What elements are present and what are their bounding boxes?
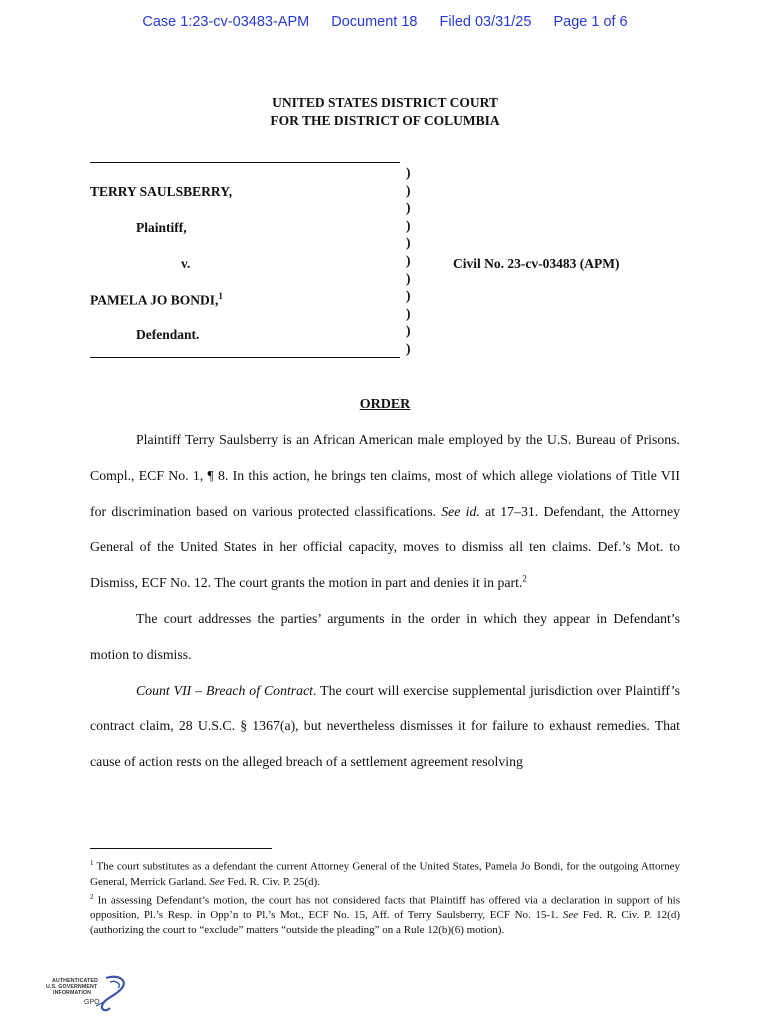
caption-parentheses: ) ) ) ) ) ) ) ) ) ) ): [406, 165, 411, 356]
plaintiff-role: Plaintiff,: [136, 220, 187, 235]
document-number: Document 18: [331, 14, 418, 30]
caption-top-rule: [90, 162, 400, 163]
gpo-label: GPO: [84, 999, 100, 1006]
footnote-1-signal: See: [209, 875, 225, 888]
court-name: UNITED STATES DISTRICT COURT: [272, 95, 498, 110]
filed-date: Filed 03/31/25: [439, 14, 532, 30]
count-heading: Count VII – Breach of Contract: [136, 682, 314, 698]
defendant-name: PAMELA JO BONDI,: [90, 292, 219, 308]
ecf-header: [0, 14, 770, 30]
footnote-2-number: 2: [90, 892, 94, 901]
footnote-1-text: The court substitutes as a defendant the current Attorney General of the United States, Pamela Jo Bondi, for the outgoing Attorney General, Merrick Garland.: [90, 860, 680, 888]
gpo-authentication-seal: [44, 972, 130, 1016]
paragraph-2: The court addresses the parties’ arguments in the order in which they appear in Defendant’s motion to dismiss.: [90, 610, 680, 662]
footnote-1: [90, 856, 680, 890]
defendant-role: Defendant.: [136, 327, 200, 342]
footnote-ref-2: 2: [522, 573, 527, 584]
footnote-2-signal: See: [562, 909, 579, 922]
order-body: [90, 422, 680, 780]
footnote-2: [90, 890, 680, 939]
civil-number: Civil No. 23-cv-03483 (APM): [453, 256, 620, 271]
paragraph-3: [90, 673, 680, 780]
seal-line-1: AUTHENTICATED: [52, 978, 98, 984]
footnote-ref-1: 1: [218, 291, 223, 301]
paragraph-1-text: Plaintiff Terry Saulsberry is an African American male employed by the U.S. Bureau of Prisons. Compl., ECF No. 1, ¶ 8. In this action, he brings ten claims, most of which allege violations of Title VII for discrimination based on various protected classifications.: [90, 432, 680, 519]
paragraph-1-text-2: at 17–31. Defendant, the Attorney General of the United States in her official capacity, moves to dismiss all ten claims. Def.’s Mot. to Dismiss, ECF No. 12. The court grants the motion in part and denies it in part.: [90, 503, 680, 591]
seal-line-2: U.S. GOVERNMENT: [46, 984, 98, 990]
footnote-2-text: In assessing Defendant’s motion, the court has not considered facts that Plaintiff has offered via a declaration in support of his opposition, Pl.’s Resp. in Opp’n to Pl.’s Mot., ECF No. 15, Aff. of Terry Saulsberry, ECF No. 15-1.: [90, 894, 680, 922]
defendant-caption: [90, 291, 223, 309]
caption-bottom-rule: [90, 357, 400, 358]
eagle-swoosh-icon: [44, 972, 130, 1016]
paragraph-3-text: . The court will exercise supplemental jurisdiction over Plaintiff’s contract claim, 28 U.S.C. § 1367(a), but nevertheless dismisses it for failure to exhaust remedies. That cause of action rests on the alleged breach of a settlement agreement resolving: [90, 682, 680, 770]
see-id-cite: See id.: [441, 503, 480, 519]
seal-line-3: INFORMATION: [53, 990, 92, 996]
paragraph-1: [90, 422, 680, 601]
footnote-1-number: 1: [90, 859, 94, 867]
document-title: ORDER: [359, 397, 411, 412]
court-heading: [0, 94, 770, 130]
plaintiff-name: TERRY SAULSBERRY,: [90, 184, 233, 199]
footnote-1-end: Fed. R. Civ. P. 25(d).: [224, 875, 320, 888]
case-number: Case 1:23-cv-03483-APM: [142, 14, 310, 30]
footnote-2-end: Fed. R. Civ. P. 12(d) (authorizing the court to “exclude” matters “outside the pleading” on a Rule 12(b)(6) motion).: [90, 909, 680, 937]
footnote-rule: [90, 848, 272, 849]
versus: v.: [181, 256, 191, 271]
page-indicator: Page 1 of 6: [553, 14, 628, 30]
court-district: FOR THE DISTRICT OF COLUMBIA: [270, 113, 500, 128]
footnotes: [90, 856, 680, 938]
